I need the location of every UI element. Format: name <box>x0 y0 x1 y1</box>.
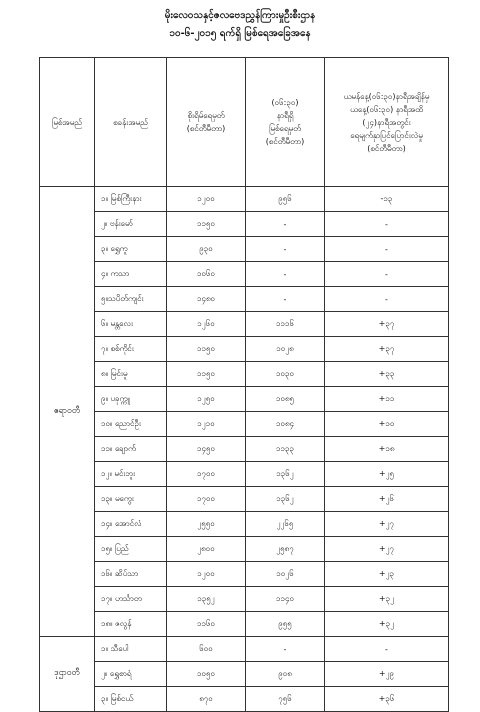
station-cell: ၈။ မြင်းမူ <box>95 362 167 387</box>
change-cell: - <box>325 637 449 662</box>
table-row <box>40 287 449 312</box>
danger-level-cell: ၁၁၅၀ <box>167 212 246 237</box>
station-cell: ၃။ မြစ်ငယ် <box>95 687 167 712</box>
danger-level-cell: ၁၂၁၀ <box>167 412 246 437</box>
header-station: စခန်းအမည် <box>95 58 167 187</box>
table-row <box>40 637 449 662</box>
danger-level-cell: ၁၂၀၀ <box>167 562 246 587</box>
danger-level-cell: ၈၇၀ <box>167 687 246 712</box>
header-change <box>325 58 449 187</box>
danger-level-cell: ၁၄၅၀ <box>167 437 246 462</box>
water-level-cell: ၉၀၈ <box>246 662 325 687</box>
water-level-cell: ၁၀၂၈ <box>246 337 325 362</box>
table-row <box>40 612 449 637</box>
header-line: စိုးရိမ်ရေမှတ် <box>187 111 225 120</box>
header-line: (စင်တီမီတာ) <box>186 124 226 133</box>
water-level-cell: ၁၀၈၄ <box>246 412 325 437</box>
station-cell: ၁။ မြစ်ကြီးနား <box>95 187 167 212</box>
table-row <box>40 687 449 712</box>
danger-level-cell: ၁၃၅၂ <box>167 587 246 612</box>
table-row <box>40 512 449 537</box>
river-level-table <box>39 57 449 712</box>
station-cell: ၂။ ဗန်းမော် <box>95 212 167 237</box>
station-cell: ၇။ စစ်ကိုင်း <box>95 337 167 362</box>
water-level-cell: ၉၅၅ <box>246 612 325 637</box>
table-row <box>40 487 449 512</box>
danger-level-cell: ၁၁၆၀ <box>167 612 246 637</box>
station-cell: ၁၃။ မကွေး <box>95 487 167 512</box>
danger-level-cell: ၁၂၅၀ <box>167 387 246 412</box>
table-row <box>40 562 449 587</box>
change-cell: +၃၂ <box>325 612 449 637</box>
document-subtitle: ၁၀-၆-၂၀၁၅ ရက်ရှိ မြစ်ရေအခြေအနေ <box>169 28 311 39</box>
table-row <box>40 187 449 212</box>
table-row <box>40 362 449 387</box>
table-row <box>40 337 449 362</box>
table-row <box>40 587 449 612</box>
table-row <box>40 387 449 412</box>
change-cell: +၃၆ <box>325 687 449 712</box>
station-cell: ၁၇။ ဟင်္သာတ <box>95 587 167 612</box>
station-cell: ၁၈။ ဇလွန် <box>95 612 167 637</box>
station-cell: ၁။ သီပေါ <box>95 637 167 662</box>
water-level-cell: ၉၅၆ <box>246 187 325 212</box>
water-level-cell: ၁၁၃၃ <box>246 437 325 462</box>
station-cell: ၃။ ရွှေကူ <box>95 237 167 262</box>
change-cell: +၃၃ <box>325 362 449 387</box>
document-title: မိုးလေဝသနှင့်ဇလဗေဒညွှန်ကြားမှုဦးစီးဌာန <box>164 10 316 21</box>
change-cell: - <box>325 262 449 287</box>
header-line: (၂၄)နာရီအတွင်း <box>362 117 411 127</box>
danger-level-cell: ၁၀၅၀ <box>167 662 246 687</box>
water-level-cell: ၁၀၃၀ <box>246 362 325 387</box>
danger-level-cell: ၁၀၆၀ <box>167 262 246 287</box>
danger-level-cell: ၁၂၀၀ <box>167 187 246 212</box>
danger-level-cell: ၁၁၅၀ <box>167 362 246 387</box>
table-row <box>40 312 449 337</box>
water-level-cell: ၁၁၁၆ <box>246 312 325 337</box>
header-danger-level <box>167 58 246 187</box>
change-cell: +၂၆ <box>325 487 449 512</box>
table-row <box>40 537 449 562</box>
station-cell: ၁၂။ မင်းဘူး <box>95 462 167 487</box>
danger-level-cell: ၂၅၅၀ <box>167 512 246 537</box>
danger-level-cell: ၆၀၀ <box>167 637 246 662</box>
water-level-cell: ၁၀၈၅ <box>246 387 325 412</box>
table-body <box>40 187 449 712</box>
change-cell: +၂၇ <box>325 512 449 537</box>
header-line: (စင်တီမီတာ) <box>265 137 305 146</box>
water-level-cell: ၂၅၈၇ <box>246 537 325 562</box>
station-cell: ၉။ ပခုက္ကူ <box>95 387 167 412</box>
change-cell: - <box>325 287 449 312</box>
header-line: မြစ်ရေမှတ် <box>269 124 301 133</box>
table-row <box>40 237 449 262</box>
table-header-row <box>40 58 449 187</box>
change-cell: +၁၁ <box>325 387 449 412</box>
station-cell: ၁၄။ အောင်လံ <box>95 512 167 537</box>
water-level-cell: - <box>246 262 325 287</box>
station-cell: ၁၆။ ဆိပ်သာ <box>95 562 167 587</box>
water-level-cell: - <box>246 637 325 662</box>
header-line: ယနေ့(၀၆:၃၀) နာရီအထိ <box>350 104 423 114</box>
water-level-cell: ၇၅၆ <box>246 687 325 712</box>
station-cell: ၆။ မန္တလေး <box>95 312 167 337</box>
water-level-cell: ၁၁၄၀ <box>246 587 325 612</box>
change-cell: - <box>325 237 449 262</box>
station-cell: ၁၀။ ညောင်ဦး <box>95 412 167 437</box>
header-region: မြစ်အမည် <box>40 58 95 187</box>
header-line: နာရီရှိ <box>276 111 294 120</box>
station-cell: ၄။ ကသာ <box>95 262 167 287</box>
station-cell: ၂။ ရွှေစာရံ <box>95 662 167 687</box>
station-cell: ၁၅။ ပြည် <box>95 537 167 562</box>
water-level-cell: ၁၀၂၆ <box>246 562 325 587</box>
change-cell: +၁၀ <box>325 412 449 437</box>
water-level-cell: ၁၃၆၂ <box>246 487 325 512</box>
change-cell: +၃၇ <box>325 312 449 337</box>
header-line: ယမန်နေ့(၀၆:၃၀)နာရီအချိန်မှ <box>343 91 430 101</box>
danger-level-cell: ၁၂၆၀ <box>167 312 246 337</box>
water-level-cell: ၁၃၆၂ <box>246 462 325 487</box>
header-line: ရေမျက်နှာပြင်ပြောင်းလဲမှု <box>350 130 423 140</box>
table-row <box>40 412 449 437</box>
water-level-cell: - <box>246 237 325 262</box>
header-line: (စင်တီမီတာ) <box>367 143 406 153</box>
danger-level-cell: ၁၄၈၀ <box>167 287 246 312</box>
change-cell: +၂၇ <box>325 537 449 562</box>
header-water-level <box>246 58 325 187</box>
table-row <box>40 262 449 287</box>
station-cell: ၅။သပိတ်ကျင်း <box>95 287 167 312</box>
change-cell: +၂၅ <box>325 462 449 487</box>
danger-level-cell: ၁၇၀၀ <box>167 462 246 487</box>
region-cell: ဧရာဝတီ <box>40 187 95 637</box>
region-cell: ဒုဌာဝတီ <box>40 637 95 712</box>
danger-level-cell: ၉၃၀ <box>167 237 246 262</box>
danger-level-cell: ၂၈၀၀ <box>167 537 246 562</box>
change-cell: +၃၇ <box>325 337 449 362</box>
danger-level-cell: ၁၁၅၀ <box>167 337 246 362</box>
water-level-cell: - <box>246 212 325 237</box>
table-row <box>40 212 449 237</box>
station-cell: ၁၁။ ချောက် <box>95 437 167 462</box>
header-line: (၀၆:၃၀) <box>271 98 299 107</box>
danger-level-cell: ၁၇၀၀ <box>167 487 246 512</box>
table-row <box>40 462 449 487</box>
change-cell: +၂၉ <box>325 662 449 687</box>
change-cell: - <box>325 212 449 237</box>
table-row <box>40 662 449 687</box>
change-cell: -၁၃ <box>325 187 449 212</box>
water-level-cell: - <box>246 287 325 312</box>
change-cell: +၃၂ <box>325 587 449 612</box>
change-cell: +၂၃ <box>325 562 449 587</box>
change-cell: +၁၈ <box>325 437 449 462</box>
table-row <box>40 437 449 462</box>
water-level-cell: ၂၂၆၅ <box>246 512 325 537</box>
